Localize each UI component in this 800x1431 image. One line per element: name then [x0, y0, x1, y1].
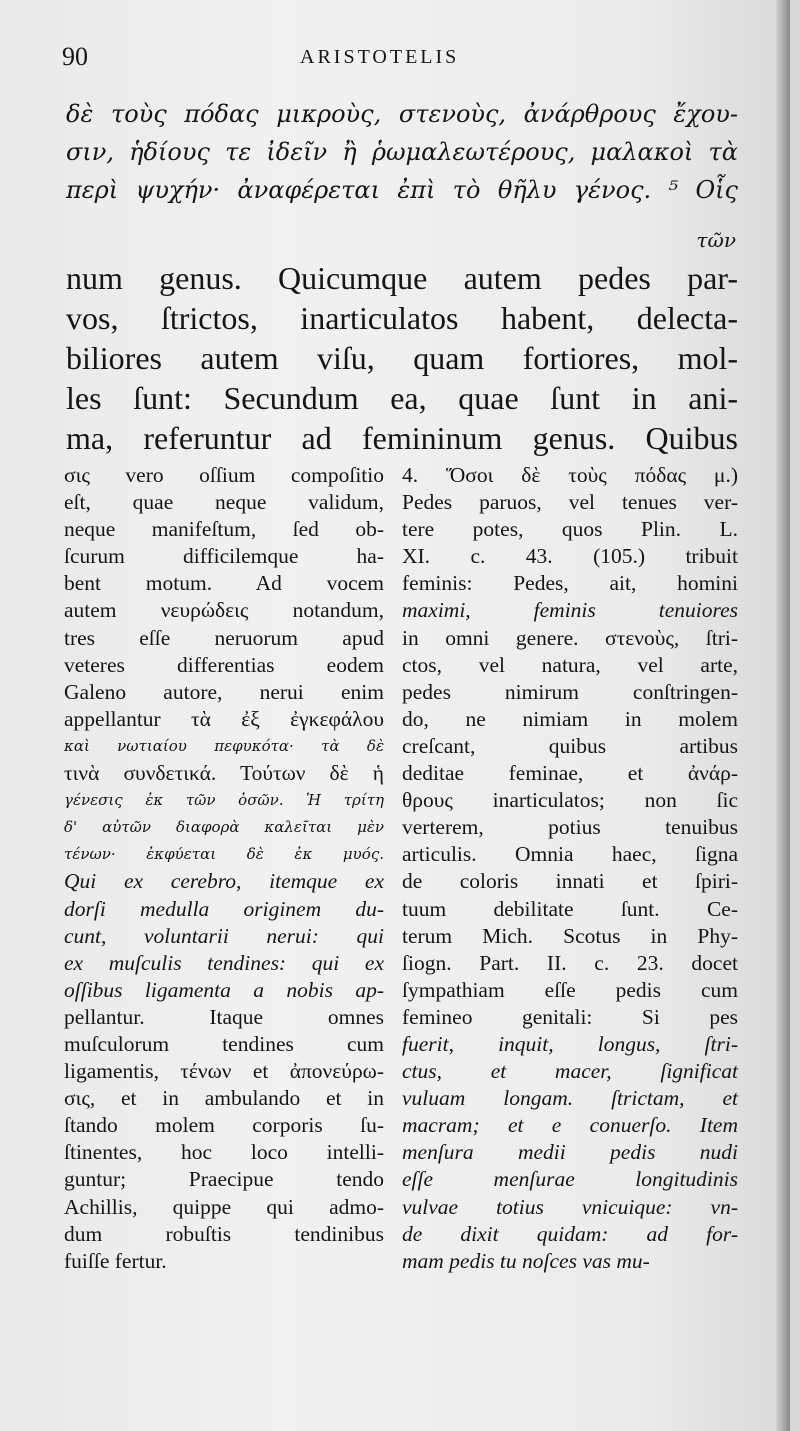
note-line: verterem, potius tenuibus — [402, 815, 738, 840]
note-line: 4. Ὅσοι δὲ τοὺς πόδας μ.) — [402, 463, 738, 487]
notes-left-column — [64, 462, 384, 1275]
latin-main-line: ma, referuntur ad femininum genus. Quibus — [66, 420, 738, 456]
note-line: appellantur τὰ ἐξ ἐγκεφάλου — [64, 706, 384, 731]
note-line: do, ne nimiam in molem — [402, 706, 738, 731]
latin-main-text — [66, 258, 738, 458]
note-line: veteres differentias eodem — [64, 652, 384, 677]
note-line-italic: dorſi medulla originem du- — [64, 896, 384, 921]
note-line: tres eſſe neruorum apud — [64, 625, 384, 650]
note-line-italic: oſſibus ligamenta a nobis ap- — [64, 977, 384, 1002]
note-line: ſtando molem corporis ſu- — [64, 1113, 384, 1138]
note-line: Galeno autore, nerui enim — [64, 679, 384, 704]
note-line-italic: maximi, feminis tenuiores — [402, 598, 738, 623]
note-line: de coloris innati et ſpiri- — [402, 869, 738, 894]
note-line: autem νευρώδεις notandum, — [64, 598, 384, 623]
note-line: ctos, vel natura, vel arte, — [402, 652, 738, 677]
note-line-greek: δ' αὐτῶν διαφορὰ καλεῖται μὲν — [64, 818, 384, 837]
note-line: Achillis, quippe qui admo- — [64, 1194, 384, 1219]
note-line: guntur; Praecipue tendo — [64, 1167, 384, 1192]
note-line: ſympathiam eſſe pedis cum — [402, 977, 738, 1002]
latin-main-line: num genus. Quicumque autem pedes par- — [66, 260, 738, 296]
book-spine-shadow — [776, 0, 790, 1431]
note-line-italic: menſura medii pedis nudi — [402, 1140, 738, 1165]
note-line: in omni genere. στενοὺς, ſtri- — [402, 625, 738, 650]
note-line: tuum debilitate ſunt. Ce- — [402, 896, 738, 921]
note-line-italic: ex muſculis tendines: qui ex — [64, 950, 384, 975]
note-line-greek: γένεσις ἐκ τῶν ὀσῶν. Ἡ τρίτη — [64, 791, 384, 810]
note-line: ſcurum difficilemque ha- — [64, 544, 384, 569]
note-line: ſiogn. Part. II. c. 23. docet — [402, 950, 738, 975]
note-line-greek: καὶ νωτιαίου πεφυκότα· τὰ δὲ — [64, 736, 384, 755]
latin-main-line: vos, ſtrictos, inarticulatos habent, delecta- — [66, 300, 738, 336]
note-line-italic: Qui ex cerebro, itemque ex — [64, 869, 384, 894]
note-line-italic: de dixit quidam: ad for- — [402, 1221, 738, 1246]
catchword: τῶν — [696, 228, 736, 252]
note-line: femineo genitali: Si pes — [402, 1004, 738, 1029]
greek-main-line: δὲ τοὺς πόδας μικροὺς, στενοὺς, ἀνάρθρους ἔχου- — [66, 100, 738, 128]
note-line: ſtinentes, hoc loco intelli- — [64, 1140, 384, 1165]
note-line: Pedes paruos, vel tenues ver- — [402, 490, 738, 515]
note-line: σις, et in ambulando et in — [64, 1086, 384, 1111]
page-header — [62, 42, 742, 82]
note-line-italic: ctus, et macer, ſignificat — [402, 1059, 738, 1084]
note-line-italic: vuluam longam. ſtrictam, et — [402, 1086, 738, 1111]
note-line: terum Mich. Scotus in Phy- — [402, 923, 738, 948]
note-line: creſcant, quibus artibus — [402, 733, 738, 758]
note-line: pedes nimirum conſtringen- — [402, 679, 738, 704]
note-line-italic: vulvae totius vnicuique: vn- — [402, 1194, 738, 1219]
note-line: XI. c. 43. (105.) tribuit — [402, 544, 738, 569]
note-line: dum robuſtis tendinibus — [64, 1221, 384, 1246]
page-number: 90 — [62, 42, 88, 71]
note-line: τινὰ συνδετικά. Τούτων δὲ ἡ — [64, 761, 384, 786]
notes-right-column — [402, 462, 738, 1275]
greek-main-line: σιν, ἡδίους τε ἰδεῖν ἢ ῥωμαλεωτέρους, μαλακοὶ τὰ — [66, 138, 738, 166]
note-line: σις vero oſſium compoſitio — [64, 463, 384, 487]
note-line: fuiſſe fertur. — [64, 1248, 167, 1273]
latin-main-line: les ſunt: Secundum ea, quae ſunt in ani- — [66, 380, 738, 416]
note-line-italic: mam pedis tu noſces vas mu- — [402, 1248, 650, 1273]
note-line-italic: eſſe menſurae longitudinis — [402, 1167, 738, 1192]
note-line: deditae feminae, et ἀνάρ- — [402, 761, 738, 786]
note-line: feminis: Pedes, ait, homini — [402, 571, 738, 596]
note-line: pellantur. Itaque omnes — [64, 1004, 384, 1029]
greek-main-text — [66, 95, 738, 209]
note-line-italic: fuerit, inquit, longus, ſtri- — [402, 1031, 738, 1056]
note-line: θρους inarticulatos; non ſic — [402, 788, 738, 813]
note-line-italic: macram; et e conuerſo. Item — [402, 1113, 738, 1138]
note-line-italic: cunt, voluntarii nerui: qui — [64, 923, 384, 948]
note-line: eſt, quae neque validum, — [64, 490, 384, 515]
greek-main-line: περὶ ψυχήν· ἀναφέρεται ἐπὶ τὸ θῆλυ γένος. ⁵ Οἷς — [66, 176, 738, 204]
note-line: bent motum. Ad vocem — [64, 571, 384, 596]
running-head: ARISTOTELIS — [300, 46, 460, 68]
note-line-greek: τένων· ἐκφύεται δὲ ἐκ μυός. — [64, 845, 384, 864]
note-line: muſculorum tendines cum — [64, 1031, 384, 1056]
latin-main-line: biliores autem viſu, quam fortiores, mol- — [66, 340, 738, 376]
note-line: tere potes, quos Plin. L. — [402, 517, 738, 542]
note-line: articulis. Omnia haec, ſigna — [402, 842, 738, 867]
note-line: neque manifeſtum, ſed ob- — [64, 517, 384, 542]
note-line: ligamentis, τένων et ἀπονεύρω- — [64, 1059, 384, 1084]
